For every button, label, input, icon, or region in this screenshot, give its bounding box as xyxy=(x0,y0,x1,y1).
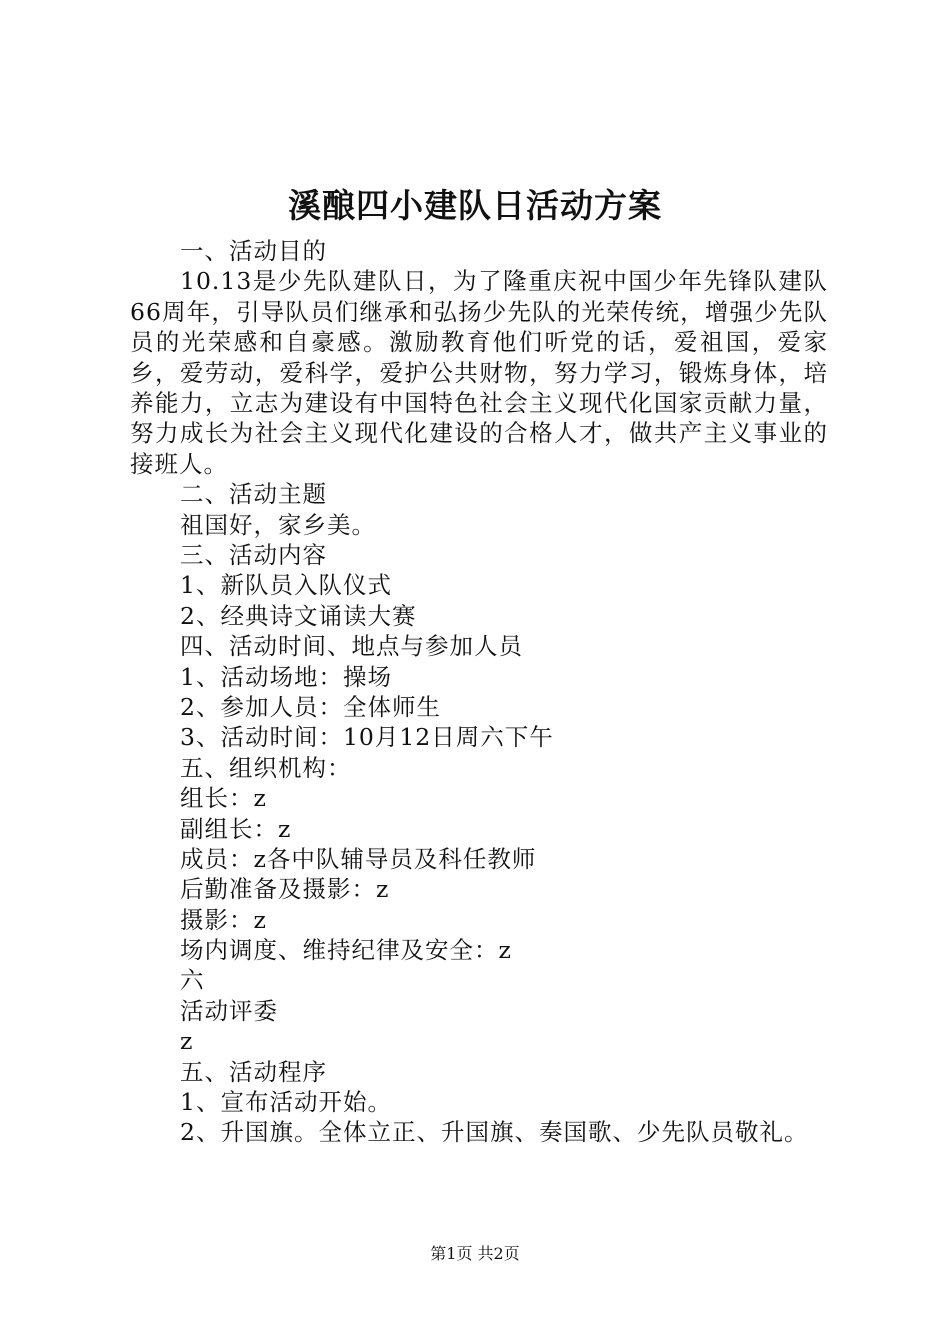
list-item: 场内调度、维持纪律及安全：z xyxy=(180,936,512,965)
document-body xyxy=(130,236,828,1148)
list-item: 摄影：z xyxy=(180,905,267,934)
section-value: z xyxy=(180,1027,194,1056)
section-paragraph: 10.13是少先队建队日，为了隆重庆祝中国少年先锋队建队66周年，引导队员们继承和弘扬少先队的光荣传统，增强少先队员的光荣感和自豪感。激励教育他们听党的话，爱祖国，爱家乡，爱劳动，爱科学，爱护公共财物，努力学习，锻炼身体，培养能力，立志为建设有中国特色社会主义现代化国家贡献力量，努力成长为社会主义现代化建设的合格人才，做共产主义事业的接班人。 xyxy=(130,267,828,478)
list-item: 2、经典诗文诵读大赛 xyxy=(180,601,417,630)
page-footer: 第1页 共2页 xyxy=(430,1244,520,1263)
list-item: 1、活动场地：操场 xyxy=(180,662,392,691)
theme-text: 祖国好，家乡美。 xyxy=(180,510,376,539)
list-item: 2、参加人员：全体师生 xyxy=(180,692,441,721)
list-item: 后勤准备及摄影：z xyxy=(180,875,390,904)
section-heading: 五、组织机构： xyxy=(180,753,352,782)
list-item: 1、新队员入队仪式 xyxy=(180,571,392,600)
section-heading: 二、活动主题 xyxy=(180,480,327,509)
list-item: 1、宣布活动开始。 xyxy=(180,1088,392,1117)
list-item: 成员：z各中队辅导员及科任教师 xyxy=(180,844,537,873)
section-label: 活动评委 xyxy=(180,996,278,1025)
section-heading: 三、活动内容 xyxy=(180,541,327,570)
document-title: 溪酿四小建队日活动方案 xyxy=(288,186,662,225)
section-number: 六 xyxy=(180,966,205,995)
list-item: 组长：z xyxy=(180,784,267,813)
section-heading: 四、活动时间、地点与参加人员 xyxy=(180,632,523,661)
section-heading: 一、活动目的 xyxy=(180,237,327,265)
list-item: 副组长：z xyxy=(180,814,292,843)
list-item: 3、活动时间：10月12日周六下午 xyxy=(180,723,554,752)
section-heading: 五、活动程序 xyxy=(180,1057,327,1086)
list-item: 2、升国旗。全体立正、升国旗、奏国歌、少先队员敬礼。 xyxy=(180,1118,809,1147)
